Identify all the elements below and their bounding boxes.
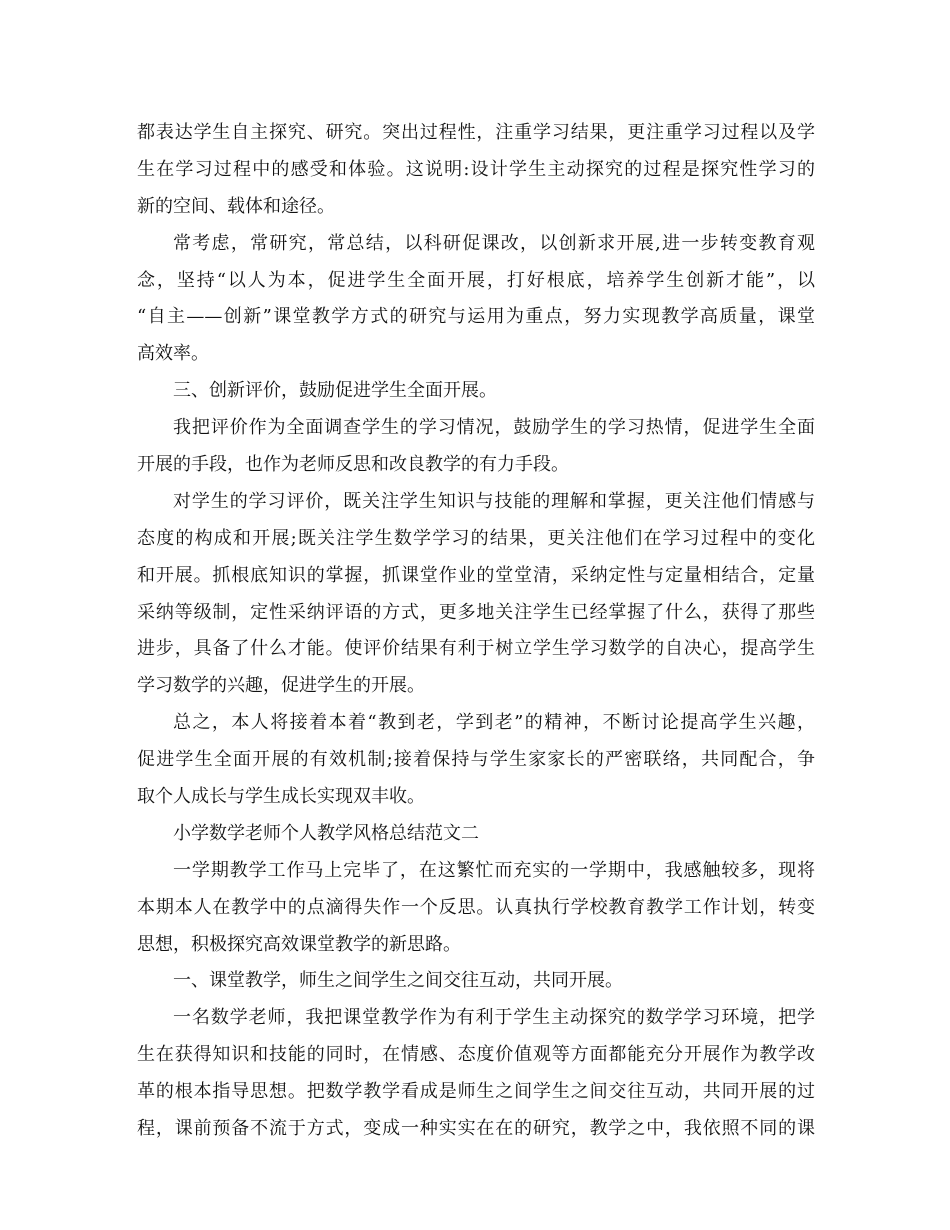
text-line: 学习数学的兴趣，促进学生的开展。 xyxy=(137,675,425,697)
text-line: 一名数学老师，我把课堂教学作为有利于学生主动探究的数学学习环境，把学 xyxy=(173,1007,815,1029)
text-line: 生在获得知识和技能的同时，在情感、态度价值观等方面都能充分开展作为教学改 xyxy=(137,1044,815,1066)
text-line: 生在学习过程中的感受和体验。这说明:设计学生主动探究的过程是探究性学习的 xyxy=(137,158,815,180)
text-line: 促进学生全面开展的有效机制;接着保持与学生家家长的严密联络，共同配合，争 xyxy=(137,749,815,771)
text-line: 一、课堂教学，师生之间学生之间交往互动，共同开展。 xyxy=(173,970,623,992)
text-line: 总之，本人将接着本着“教到老，学到老”的精神，不断讨论提高学生兴趣， xyxy=(173,712,815,734)
text-line: 本期本人在教学中的点滴得失作一个反思。认真执行学校教育教学工作计划，转变 xyxy=(137,896,815,918)
text-line: “自主——创新”课堂教学方式的研究与运用为重点，努力实现教学高质量，课堂 xyxy=(137,306,815,328)
text-line: 思想，积极探究高效课堂教学的新思路。 xyxy=(137,933,461,955)
text-line: 程，课前预备不流于方式，变成一种实实在在的研究，教学之中，我依照不同的课 xyxy=(137,1118,815,1140)
text-line: 念，坚持“以人为本，促进学生全面开展，打好根底，培养学生创新才能”，以 xyxy=(137,269,815,291)
text-line: 开展的手段，也作为老师反思和改良教学的有力手段。 xyxy=(137,454,569,476)
text-line: 进步，具备了什么才能。使评价结果有利于树立学生学习数学的自决心，提高学生 xyxy=(137,638,815,660)
text-line: 取个人成长与学生成长实现双丰收。 xyxy=(137,786,425,808)
text-line: 都表达学生自主探究、研究。突出过程性，注重学习结果，更注重学习过程以及学 xyxy=(137,122,815,143)
text-line: 我把评价作为全面调查学生的学习情况，鼓励学生的学习热情，促进学生全面 xyxy=(173,417,815,439)
text-line: 小学数学老师个人教学风格总结范文二 xyxy=(173,822,479,844)
text-line: 采纳等级制，定性采纳评语的方式，更多地关注学生已经掌握了什么，获得了那些 xyxy=(137,601,815,623)
text-line: 常考虑，常研究，常总结，以科研促课改，以创新求开展,进一步转变教育观 xyxy=(173,232,815,254)
text-line: 三、创新评价，鼓励促进学生全面开展。 xyxy=(173,380,497,402)
text-line: 高效率。 xyxy=(137,343,209,365)
document-body xyxy=(137,115,815,1148)
text-line: 一学期教学工作马上完毕了，在这繁忙而充实的一学期中，我感触较多，现将 xyxy=(173,859,815,881)
text-line: 和开展。抓根底知识的掌握，抓课堂作业的堂堂清，采纳定性与定量相结合，定量 xyxy=(137,564,815,586)
text-line: 新的空间、载体和途径。 xyxy=(137,195,335,217)
text-line: 对学生的学习评价，既关注学生知识与技能的理解和掌握，更关注他们情感与 xyxy=(173,490,815,512)
text-line: 态度的构成和开展;既关注学生数学学习的结果，更关注他们在学习过程中的变化 xyxy=(137,527,815,549)
text-line: 革的根本指导思想。把数学教学看成是师生之间学生之间交往互动，共同开展的过 xyxy=(137,1081,815,1103)
